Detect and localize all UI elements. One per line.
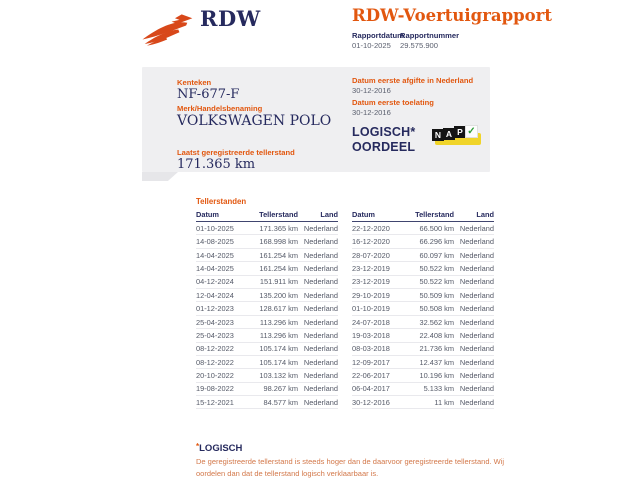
table-header-row	[352, 208, 494, 222]
table-cell: 25-04-2023	[196, 329, 248, 342]
table-row	[352, 248, 494, 261]
column-header-datum: Datum	[352, 208, 404, 222]
afgifte-value: 30-12-2016	[352, 86, 391, 95]
footnote-text: De geregistreerde tellerstand is steeds hoger dan de daarvoor geregistreerde tellerstand. Wij oordelen dan dat de tellerstand logisch verklaarbaar is.	[196, 457, 505, 478]
table-cell: 105.174 km	[248, 342, 298, 355]
oordeel-line2: OORDEEL	[352, 140, 416, 154]
table-cell: 60.097 km	[404, 248, 454, 261]
table-cell: 16-12-2020	[352, 235, 404, 248]
table-row	[196, 396, 338, 409]
table-cell: 08-12-2022	[196, 342, 248, 355]
table-cell: Nederland	[454, 248, 494, 261]
table-cell: Nederland	[454, 302, 494, 315]
nap-logo-icon	[432, 125, 482, 147]
table-row	[196, 315, 338, 328]
oordeel-line1: LOGISCH*	[352, 125, 416, 139]
oordeel-verdict	[352, 125, 415, 155]
report-number-label: Rapportnummer	[400, 31, 460, 40]
table-cell: 19-03-2018	[352, 329, 404, 342]
table-row	[196, 302, 338, 315]
report-date-label: Rapportdatum	[352, 31, 404, 40]
table-cell: 28-07-2020	[352, 248, 404, 261]
table-cell: Nederland	[454, 355, 494, 368]
table-cell: Nederland	[454, 235, 494, 248]
table-cell: Nederland	[454, 288, 494, 301]
table-row	[352, 288, 494, 301]
table-row	[196, 275, 338, 288]
table-cell: 04-12-2024	[196, 275, 248, 288]
table-cell: 151.911 km	[248, 275, 298, 288]
table-cell: 103.132 km	[248, 369, 298, 382]
table-cell: Nederland	[454, 262, 494, 275]
table-cell: Nederland	[454, 275, 494, 288]
table-cell: 23-12-2019	[352, 275, 404, 288]
table-cell: Nederland	[298, 315, 338, 328]
table-cell: Nederland	[298, 396, 338, 409]
table-cell: 08-12-2022	[196, 355, 248, 368]
table-cell: 84.577 km	[248, 396, 298, 409]
table-row	[352, 275, 494, 288]
table-cell: 30-12-2016	[352, 396, 404, 409]
table-cell: 66.500 km	[404, 222, 454, 235]
table-cell: 19-08-2022	[196, 382, 248, 395]
table-row	[352, 329, 494, 342]
nap-letter-a: A	[443, 128, 455, 140]
footnote-heading	[196, 442, 242, 454]
toelating-label: Datum eerste toelating	[352, 98, 434, 107]
table-row	[196, 329, 338, 342]
table-cell: 50.522 km	[404, 275, 454, 288]
table-cell: 06-04-2017	[352, 382, 404, 395]
column-header-land: Land	[454, 208, 494, 222]
table-row	[352, 382, 494, 395]
table-cell: 66.296 km	[404, 235, 454, 248]
table-row	[352, 262, 494, 275]
table-cell: 01-10-2025	[196, 222, 248, 235]
table-cell: Nederland	[454, 315, 494, 328]
report-title: RDW-Voertuigrapport	[352, 6, 552, 25]
table-row	[352, 235, 494, 248]
table-cell: 22-06-2017	[352, 369, 404, 382]
table-cell: 24-07-2018	[352, 315, 404, 328]
afgifte-label: Datum eerste afgifte in Nederland	[352, 76, 474, 85]
table-cell: Nederland	[298, 302, 338, 315]
table-row	[352, 315, 494, 328]
column-header-tellerstand: Tellerstand	[248, 208, 298, 222]
table-cell: 12-09-2017	[352, 355, 404, 368]
table-cell: Nederland	[454, 369, 494, 382]
panel-corner-tab	[142, 172, 178, 181]
table-cell: 161.254 km	[248, 248, 298, 261]
kenteken-value: NF-677-F	[177, 87, 240, 102]
table-cell: Nederland	[298, 262, 338, 275]
table-cell: Nederland	[298, 355, 338, 368]
table-cell: 11 km	[404, 396, 454, 409]
nap-checkmark-icon: ✓	[465, 125, 478, 138]
table-cell: 12-04-2024	[196, 288, 248, 301]
table-cell: Nederland	[454, 382, 494, 395]
table-cell: Nederland	[298, 235, 338, 248]
rdw-logo-icon	[138, 12, 194, 48]
table-cell: 113.296 km	[248, 315, 298, 328]
report-date-value: 01-10-2025	[352, 41, 391, 50]
table-cell: 5.133 km	[404, 382, 454, 395]
table-row	[196, 222, 338, 235]
tellerstanden-heading: Tellerstanden	[196, 197, 247, 206]
table-cell: 10.196 km	[404, 369, 454, 382]
table-cell: 25-04-2023	[196, 315, 248, 328]
odometer-table-right	[352, 208, 494, 409]
laatste-tellerstand-value: 171.365 km	[177, 157, 256, 172]
laatste-tellerstand-label: Laatst geregistreerde tellerstand	[177, 148, 295, 157]
table-row	[352, 302, 494, 315]
table-row	[352, 342, 494, 355]
table-cell: Nederland	[454, 222, 494, 235]
report-number-value: 29.575.900	[400, 41, 439, 50]
table-cell: 14-04-2025	[196, 248, 248, 261]
table-cell: 171.365 km	[248, 222, 298, 235]
table-cell: 161.254 km	[248, 262, 298, 275]
table-cell: Nederland	[454, 342, 494, 355]
table-header-row	[196, 208, 338, 222]
table-row	[196, 248, 338, 261]
odometer-table-left	[196, 208, 338, 409]
table-cell: 14-08-2025	[196, 235, 248, 248]
nap-letter-p: P	[454, 126, 466, 138]
table-row	[196, 262, 338, 275]
table-cell: Nederland	[298, 222, 338, 235]
table-cell: 21.736 km	[404, 342, 454, 355]
kenteken-label: Kenteken	[177, 78, 212, 87]
table-cell: 105.174 km	[248, 355, 298, 368]
table-row	[196, 342, 338, 355]
table-cell: 128.617 km	[248, 302, 298, 315]
table-cell: 50.508 km	[404, 302, 454, 315]
table-cell: Nederland	[298, 288, 338, 301]
merk-label: Merk/Handelsbenaming	[177, 104, 263, 113]
table-cell: 15-12-2021	[196, 396, 248, 409]
table-row	[352, 396, 494, 409]
table-cell: 98.267 km	[248, 382, 298, 395]
table-cell: 135.200 km	[248, 288, 298, 301]
table-cell: 50.522 km	[404, 262, 454, 275]
table-row	[352, 355, 494, 368]
table-cell: 168.998 km	[248, 235, 298, 248]
table-cell: 32.562 km	[404, 315, 454, 328]
table-row	[196, 382, 338, 395]
column-header-tellerstand: Tellerstand	[404, 208, 454, 222]
table-cell: 50.509 km	[404, 288, 454, 301]
table-row	[352, 222, 494, 235]
table-cell: Nederland	[454, 396, 494, 409]
table-cell: 22-12-2020	[352, 222, 404, 235]
column-header-datum: Datum	[196, 208, 248, 222]
table-cell: 23-12-2019	[352, 262, 404, 275]
table-cell: Nederland	[298, 382, 338, 395]
footnote-asterisk: *	[196, 442, 200, 451]
column-header-land: Land	[298, 208, 338, 222]
table-cell: 113.296 km	[248, 329, 298, 342]
table-row	[196, 235, 338, 248]
table-cell: 14-04-2025	[196, 262, 248, 275]
nap-letter-n: N	[432, 129, 444, 141]
table-cell: Nederland	[298, 275, 338, 288]
table-row	[352, 369, 494, 382]
table-cell: 20-10-2022	[196, 369, 248, 382]
table-row	[196, 369, 338, 382]
table-cell: Nederland	[298, 329, 338, 342]
table-cell: 12.437 km	[404, 355, 454, 368]
table-cell: Nederland	[298, 248, 338, 261]
brand-title: RDW	[200, 6, 261, 31]
table-cell: 01-10-2019	[352, 302, 404, 315]
table-cell: Nederland	[454, 329, 494, 342]
table-row	[196, 288, 338, 301]
table-cell: Nederland	[298, 342, 338, 355]
table-cell: 08-03-2018	[352, 342, 404, 355]
toelating-value: 30-12-2016	[352, 108, 391, 117]
table-cell: 22.408 km	[404, 329, 454, 342]
table-row	[196, 355, 338, 368]
table-cell: 29-10-2019	[352, 288, 404, 301]
merk-value: VOLKSWAGEN POLO	[177, 113, 332, 129]
table-cell: 01-12-2023	[196, 302, 248, 315]
table-cell: Nederland	[298, 369, 338, 382]
vehicle-summary-panel	[142, 67, 490, 172]
footnote-title: LOGISCH	[199, 443, 243, 454]
